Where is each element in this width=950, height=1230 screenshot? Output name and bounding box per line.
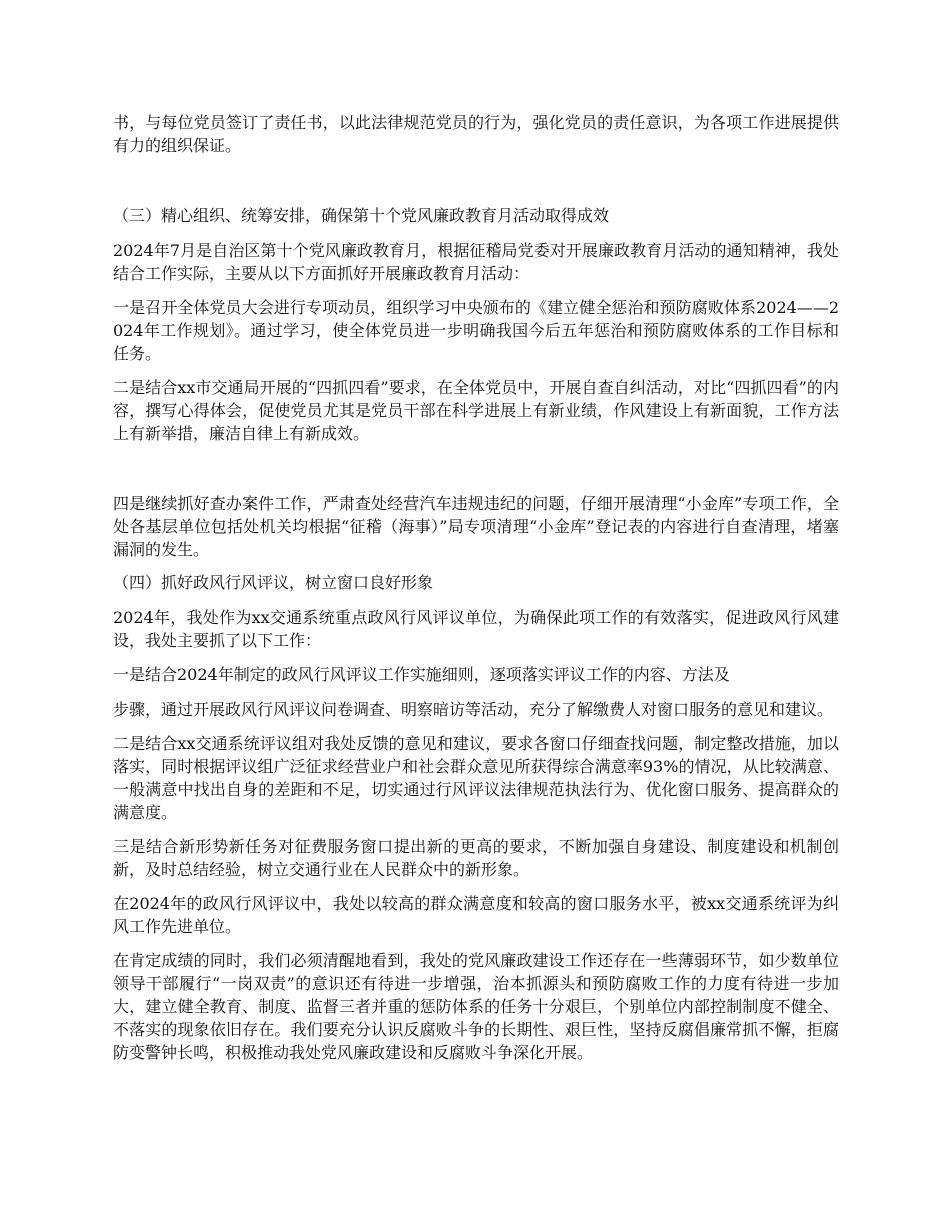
paragraph-advanced-unit: 在2024年的政风行风评议中，我处以较高的群众满意度和较高的窗口服务水平，被xx交通系统评为纠风工作先进单位。 — [113, 894, 839, 936]
paragraph-education-month: 2024年7月是自治区第十个党风廉政教育月，根据征稽局党委对开展廉政教育月活动的通知精神，我处结合工作实际，主要从以下方面抓好开展廉政教育月活动： — [113, 241, 839, 283]
section-heading-4: （四）抓好政风行风评议，树立窗口良好形象 — [113, 573, 434, 592]
section-heading-3: （三）精心组织、统筹安排，确保第十个党风廉政教育月活动取得成效 — [113, 206, 610, 225]
paragraph-item-2-four-grasp: 二是结合xx市交通局开展的“四抓四看”要求，在全体党员中，开展自查自纠活动，对比“四抓四看”的内容，撰写心得体会，促使党员尤其是党员干部在科学进展上有新业绩，作风建设上有新面貌，工作方法上有新举措，廉洁自律上有新成效。 — [113, 378, 839, 443]
paragraph-evaluation-item-3: 三是结合新形势新任务对征费服务窗口提出新的更高的要求，不断加强自身建设、制度建设和机制创新，及时总结经验，树立交通行业在人民群众中的新形象。 — [113, 837, 839, 879]
paragraph-evaluation-item-1-start: 一是结合2024年制定的政风行风评议工作实施细则，逐项落实评议工作的内容、方法及 — [113, 665, 730, 684]
paragraph-evaluation-item-2: 二是结合xx交通系统评议组对我处反馈的意见和建议，要求各窗口仔细查找问题，制定整改措施，加以落实，同时根据评议组广泛征求经营业户和社会群众意见所获得综合满意率93%的情况，从比较满意、一般满意中找出自身的差距和不足，切实通过行风评议法律规范执法行为、优化窗口服务、提高群众的满意度。 — [113, 734, 839, 822]
paragraph-weaknesses: 在肯定成绩的同时，我们必须清醒地看到，我处的党风廉政建设工作还存在一些薄弱环节，如少数单位领导干部履行“一岗双责”的意识还有待进一步增强，治本抓源头和预防腐败工作的力度有待进一步加大，建立健全教育、制度、监督三者并重的惩防体系的任务十分艰巨，个别单位内部控制制度不健全、不落实的现象依旧存在。我们要充分认识反腐败斗争的长期性、艰巨性，坚持反腐倡廉常抓不懈，拒腐防变警钟长鸣，积极推动我处党风廉政建设和反腐败斗争深化开展。 — [113, 951, 839, 1062]
paragraph-item-4-case-handling: 四是继续抓好查办案件工作，严肃查处经营汽车违规违纪的问题，仔细开展清理“小金库”专项工作，全处各基层单位包括处机关均根据“征稽（海事）”局专项清理“小金库”登记表的内容进行自查清理，堵塞漏洞的发生。 — [113, 494, 839, 559]
document-body — [113, 111, 839, 1075]
paragraph-responsibility-letter: 书，与每位党员签订了责任书，以此法律规范党员的行为，强化党员的责任意识，为各项工作进展提供有力的组织保证。 — [113, 113, 839, 155]
paragraph-evaluation-intro: 2024年，我处作为xx交通系统重点政风行风评议单位，为确保此项工作的有效落实，促进政风行风建设，我处主要抓了以下工作： — [113, 608, 839, 650]
paragraph-evaluation-item-1-cont: 步骤，通过开展政风行风评议问卷调查、明察暗访等活动，充分了解缴费人对窗口服务的意见和建议。 — [113, 700, 834, 719]
paragraph-item-1-mobilization: 一是召开全体党员大会进行专项动员，组织学习中央颁布的《建立健全惩治和预防腐败体系2024——2024年工作规划》。通过学习，使全体党员进一步明确我国今后五年惩治和预防腐败体系的工作目标和任务。 — [113, 298, 839, 363]
